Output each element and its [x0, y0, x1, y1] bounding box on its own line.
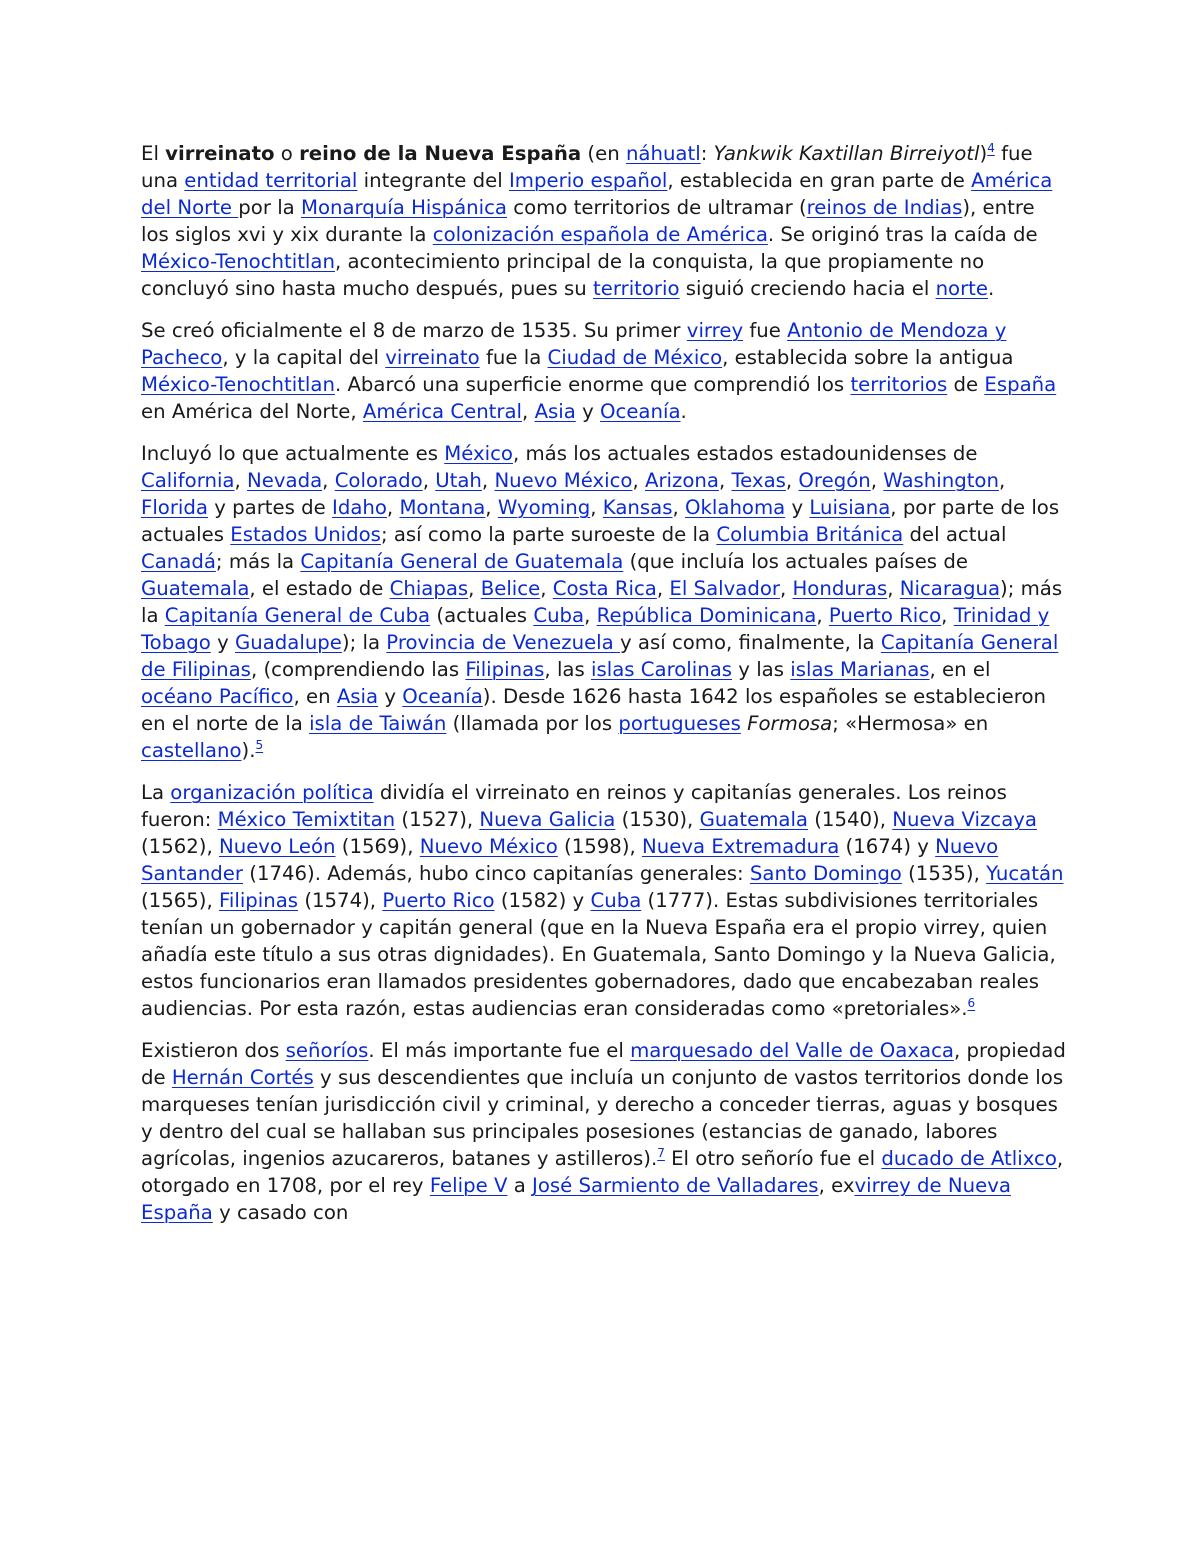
paragraph	[141, 440, 1066, 764]
article-link[interactable]: Estados Unidos	[230, 523, 381, 546]
footnote-reference-link[interactable]: 6	[967, 996, 976, 1010]
article-link[interactable]: Antonio de Mendoza y Pacheco	[141, 319, 1007, 369]
paragraph	[141, 779, 1066, 1022]
article-link[interactable]: reinos de Indias	[806, 196, 963, 219]
article-link[interactable]: Nueva Extremadura	[642, 835, 840, 858]
italic-term: Yankwik Kaxtillan Birreiyotl	[713, 142, 980, 165]
article-link[interactable]: Filipinas	[218, 889, 299, 912]
article-link[interactable]: Arizona	[644, 469, 719, 492]
article-link[interactable]: Oceanía	[402, 685, 483, 708]
paragraph	[141, 317, 1066, 425]
body-text: (1565),	[141, 889, 219, 912]
body-text: (1582) y	[494, 889, 591, 912]
article-link[interactable]: Nicaragua	[899, 577, 1001, 600]
article-link[interactable]: marquesado del Valle de Oaxaca	[630, 1039, 954, 1062]
body-text: .	[988, 277, 995, 300]
article-link[interactable]: México	[444, 442, 513, 465]
article-link[interactable]: Nuevo México	[494, 469, 633, 492]
body-text: ,	[584, 604, 597, 627]
body-text: (en	[581, 142, 626, 165]
italic-term: Formosa	[747, 712, 833, 735]
article-link[interactable]: Canadá	[141, 550, 216, 573]
article-link[interactable]: territorios	[850, 373, 948, 396]
article-link[interactable]: Provincia de Venezuela	[386, 631, 620, 654]
footnote-reference-link[interactable]: 5	[255, 738, 264, 752]
article-link[interactable]: Belice	[480, 577, 541, 600]
article-link[interactable]: Nevada	[247, 469, 323, 492]
body-text: y las	[732, 658, 791, 681]
article-link[interactable]: Cuba	[533, 604, 585, 627]
article-link[interactable]: islas Marianas	[790, 658, 930, 681]
paragraph	[141, 1037, 1066, 1226]
body-text: (1777). Estas subdivisiones territoriales tenían un gobernador y capitán general (que en la Nueva España era el propio virrey, quien añadía este título a sus otras dignidades). En Guatemala, Santo Domingo y la Nueva Galicia, estos funcionarios eran llamados presidentes gobernadores, dado que encabezaban reales audiencias. Por esta razón, estas audiencias eran consideradas como «pretoriales».	[141, 889, 1056, 1020]
article-link[interactable]: México Temixtitan	[217, 808, 396, 831]
body-text: Incluyó lo que actualmente es	[141, 442, 445, 465]
body-text: en América del Norte,	[141, 400, 363, 423]
body-text: ,	[718, 469, 732, 492]
body-text: . Se originó tras la caída de	[767, 223, 1038, 246]
body-text: ,	[998, 469, 1006, 492]
article-link[interactable]: Nueva Vizcaya	[892, 808, 1037, 831]
article-link[interactable]: México-Tenochtitlan	[141, 250, 335, 273]
article-link[interactable]: Monarquía Hispánica	[300, 196, 508, 219]
body-text: ); más la	[141, 577, 1063, 627]
article-link[interactable]: Puerto Rico	[828, 604, 942, 627]
body-text: (llamada por los	[446, 712, 619, 735]
body-text: El	[141, 142, 166, 165]
article-link[interactable]: Imperio español	[509, 169, 668, 192]
body-text: ,	[941, 604, 954, 627]
article-link[interactable]: República Dominicana	[596, 604, 817, 627]
body-text: ,	[656, 577, 670, 600]
body-text: , propiedad de	[141, 1039, 1066, 1089]
article-link[interactable]: Trinidad y Tobago	[141, 604, 1050, 654]
body-text: .	[680, 400, 687, 423]
body-text: Existieron dos	[141, 1039, 286, 1062]
article-link[interactable]: Nuevo México	[419, 835, 558, 858]
article-link[interactable]: Yucatán	[986, 862, 1064, 885]
body-text: y	[785, 496, 810, 519]
article-link[interactable]: colonización española de América	[432, 223, 768, 246]
body-text: ,	[590, 496, 603, 519]
body-text: o	[274, 142, 300, 165]
article-link[interactable]: Colorado	[334, 469, 423, 492]
document-page	[141, 140, 1066, 1241]
body-text: (actuales	[430, 604, 534, 627]
bold-term: reino de la Nueva España	[299, 142, 582, 165]
body-text: ,	[540, 577, 553, 600]
article-link[interactable]: Florida	[141, 496, 208, 519]
body-text: y así como, finalmente, la	[619, 631, 881, 654]
body-text: y	[210, 631, 235, 654]
article-link[interactable]: isla de Taiwán	[309, 712, 447, 735]
article-link[interactable]: Texas	[731, 469, 786, 492]
body-text: , establecida en gran parte de	[667, 169, 972, 192]
body-text: (1527),	[395, 808, 480, 831]
article-link[interactable]: California	[141, 469, 235, 492]
body-text: ,	[234, 469, 248, 492]
article-link[interactable]: Idaho	[332, 496, 387, 519]
article-link[interactable]: Nuevo Santander	[141, 835, 999, 885]
article-link[interactable]: Oregón	[798, 469, 871, 492]
article-link[interactable]: territorio	[593, 277, 680, 300]
body-text: ,	[422, 469, 436, 492]
body-text: (que incluía los actuales países de	[623, 550, 968, 573]
body-text: ,	[481, 469, 495, 492]
article-link[interactable]: norte	[935, 277, 989, 300]
body-text: ; «Hermosa» en	[832, 712, 989, 735]
article-link[interactable]: Guatemala	[699, 808, 808, 831]
article-link[interactable]: Oklahoma	[685, 496, 786, 519]
body-text: , más los actuales estados estadounidenses de	[512, 442, 978, 465]
body-text: ,	[386, 496, 400, 519]
footnote-reference-link[interactable]: 4	[987, 141, 995, 155]
body-text: del actual	[903, 523, 1007, 546]
body-text: ); la	[341, 631, 387, 654]
body-text: )	[979, 142, 988, 165]
article-link[interactable]: Honduras	[792, 577, 888, 600]
body-text: ). Desde 1626 hasta 1642 los españoles se establecieron en el norte de la	[141, 685, 1046, 735]
body-text: (1569),	[335, 835, 420, 858]
article-link[interactable]: Capitanía General de Cuba	[164, 604, 431, 627]
body-text: , por parte de los actuales	[141, 496, 1060, 546]
body-text: ,	[322, 469, 335, 492]
body-text: , otorgado en 1708, por el rey	[141, 1147, 1064, 1197]
article-link[interactable]: Columbia Británica	[716, 523, 904, 546]
body-text: , las	[544, 658, 591, 681]
paragraph	[141, 140, 1066, 302]
article-link[interactable]: España	[984, 373, 1057, 396]
article-link[interactable]: océano Pacífico	[141, 685, 294, 708]
body-text: , el estado de	[249, 577, 390, 600]
article-link[interactable]: Montana	[399, 496, 486, 519]
body-text: (1535),	[901, 862, 987, 885]
body-text: La	[141, 781, 171, 804]
article-link[interactable]: Felipe V	[429, 1174, 508, 1197]
body-text: ,	[672, 496, 686, 519]
body-text: , (comprendiendo las	[250, 658, 466, 681]
article-link[interactable]: entidad territorial	[184, 169, 358, 192]
body-text: y	[378, 685, 403, 708]
body-text: ,	[522, 400, 535, 423]
article-link[interactable]: Santo Domingo	[749, 862, 902, 885]
body-text: (1674) y	[839, 835, 936, 858]
article-link[interactable]: Puerto Rico	[382, 889, 495, 912]
body-text: fue	[743, 319, 788, 342]
article-link[interactable]: Ciudad de México	[547, 346, 723, 369]
body-text: de	[947, 373, 985, 396]
article-link[interactable]: México-Tenochtitlan	[141, 373, 335, 396]
body-text: , en	[293, 685, 337, 708]
article-link[interactable]: castellano	[141, 739, 242, 762]
body-text: ,	[779, 577, 793, 600]
bold-term: virreinato	[165, 142, 275, 165]
body-text: (1540),	[807, 808, 893, 831]
body-text: y	[575, 400, 600, 423]
body-text: . Abarcó una superficie enorme que comprendió los	[334, 373, 851, 396]
body-text: fue la	[479, 346, 548, 369]
article-link[interactable]: Filipinas	[465, 658, 545, 681]
article-link[interactable]: señoríos	[285, 1039, 369, 1062]
article-link[interactable]: islas Carolinas	[591, 658, 733, 681]
body-text: ; así como la parte suroeste de la	[380, 523, 717, 546]
article-link[interactable]: América del Norte	[141, 169, 1053, 219]
body-text: (1746). Además, hubo cinco capitanías generales:	[243, 862, 750, 885]
article-link[interactable]: Costa Rica	[552, 577, 657, 600]
body-text: (1574),	[298, 889, 383, 912]
article-link[interactable]: organización política	[170, 781, 374, 804]
body-text: y partes de	[207, 496, 333, 519]
article-link[interactable]: Luisiana	[809, 496, 891, 519]
body-text: El otro señorío fue el	[664, 1147, 882, 1170]
article-link[interactable]: Chiapas	[389, 577, 469, 600]
article-link[interactable]: Utah	[435, 469, 482, 492]
body-text: , establecida sobre la antigua	[722, 346, 1014, 369]
article-link[interactable]: Hernán Cortés	[171, 1066, 314, 1089]
article-link[interactable]: Asia	[336, 685, 379, 708]
article-link[interactable]: portugueses	[618, 712, 741, 735]
body-text: ,	[816, 604, 829, 627]
article-link[interactable]: Wyoming	[497, 496, 591, 519]
body-text: ,	[870, 469, 884, 492]
article-link[interactable]: Washington	[883, 469, 999, 492]
body-text: fue una	[141, 142, 1033, 192]
body-text: Se creó oficialmente el 8 de marzo de 1535. Su primer	[141, 319, 687, 342]
body-text: y sus descendientes que incluía un conjunto de vastos territorios donde los marqueses tenían jurisdicción civil y criminal, y derecho a conceder tierras, aguas y bosques y dentro del cual se hallaban sus principales posesiones (estancias de ganado, labores agrícolas, ingenios azucareros, batanes y astilleros).	[141, 1066, 1064, 1170]
body-text: :	[700, 142, 714, 165]
article-link[interactable]: El Salvador	[669, 577, 780, 600]
body-text: ,	[785, 469, 799, 492]
body-text: (1530),	[615, 808, 700, 831]
body-text: dividía el virreinato en reinos y capitanías generales. Los reinos fueron:	[141, 781, 1007, 831]
body-text: , ex	[818, 1174, 855, 1197]
body-text: . El más importante fue el	[368, 1039, 631, 1062]
article-link[interactable]: José Sarmiento de Valladares	[532, 1174, 819, 1197]
article-link[interactable]: Capitanía General de Guatemala	[300, 550, 624, 573]
body-text: ), entre los siglos xvi y xix durante la	[141, 196, 1035, 246]
article-link[interactable]: virreinato	[385, 346, 480, 369]
article-link[interactable]: América Central	[362, 400, 523, 423]
article-link[interactable]: Asia	[534, 400, 576, 423]
body-text: ,	[485, 496, 498, 519]
body-text: ,	[468, 577, 481, 600]
article-link[interactable]: Oceanía	[600, 400, 681, 423]
article-link[interactable]: virrey	[686, 319, 744, 342]
article-link[interactable]: Cuba	[590, 889, 642, 912]
body-text: , acontecimiento principal de la conquista, la que propiamente no concluyó sino hasta mucho después, pues su	[141, 250, 985, 300]
body-text: , en el	[929, 658, 991, 681]
body-text: ).	[241, 739, 256, 762]
article-link[interactable]: Guatemala	[141, 577, 250, 600]
body-text: integrante del	[357, 169, 509, 192]
article-link[interactable]: Kansas	[602, 496, 673, 519]
body-text: , y la capital del	[222, 346, 386, 369]
article-link[interactable]: Nueva Galicia	[479, 808, 616, 831]
article-link[interactable]: ducado de Atlixco	[881, 1147, 1057, 1170]
article-link[interactable]: virrey de Nueva España	[141, 1174, 1011, 1224]
body-text: ; más la	[215, 550, 301, 573]
article-link[interactable]: náhuatl	[625, 142, 701, 165]
body-text: (1562),	[141, 835, 219, 858]
body-text: ,	[887, 577, 900, 600]
article-link[interactable]: Guadalupe	[235, 631, 342, 654]
body-text: a	[507, 1174, 533, 1197]
body-text: y casado con	[212, 1201, 349, 1224]
body-text: siguió creciendo hacia el	[679, 277, 936, 300]
footnote-reference-link[interactable]: 7	[657, 1146, 665, 1160]
article-link[interactable]: Capitanía General de Filipinas	[141, 631, 1059, 681]
body-text: como territorios de ultramar (	[507, 196, 807, 219]
article-link[interactable]: Nuevo León	[218, 835, 336, 858]
body-text: (1598),	[557, 835, 643, 858]
body-text: ,	[632, 469, 645, 492]
body-text: por la	[238, 196, 301, 219]
